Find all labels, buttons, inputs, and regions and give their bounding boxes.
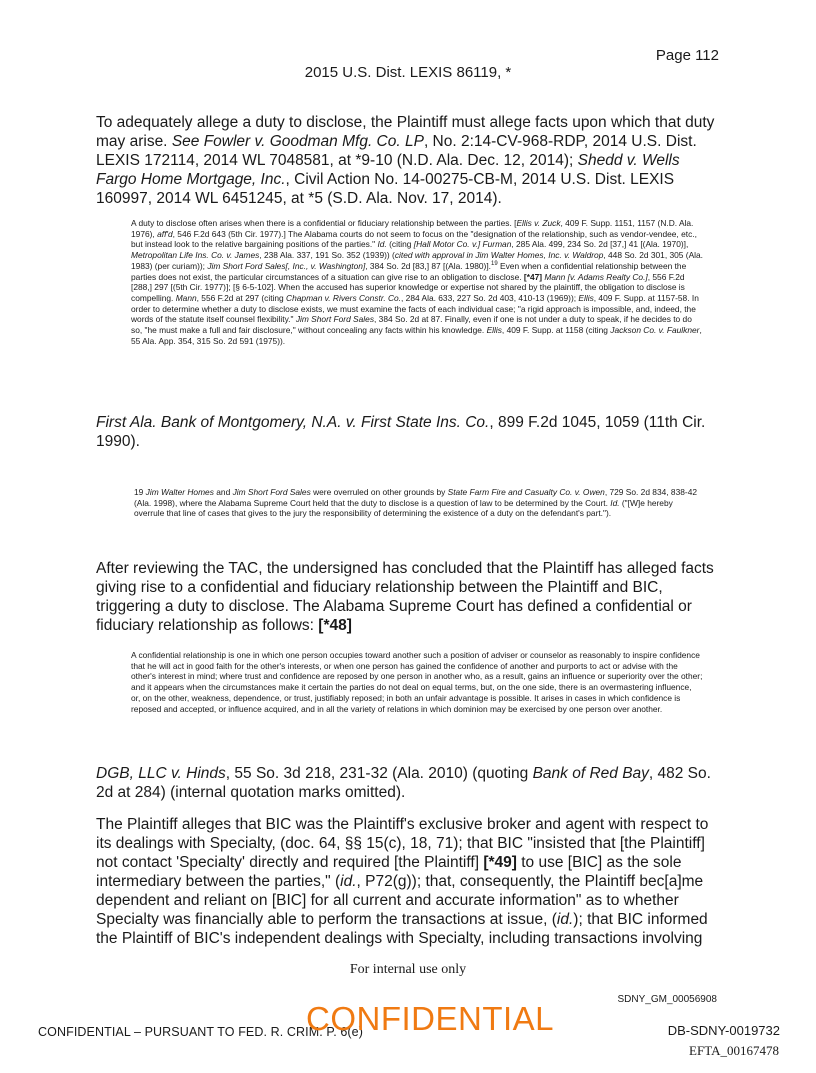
internal-use-notice: For internal use only	[349, 962, 467, 977]
confidential-stamp: CONFIDENTIAL	[306, 1000, 555, 1037]
star-page-ref: [*47]	[523, 271, 543, 282]
citation-first-ala-bank: First Ala. Bank of Montgomery, N.A. v. First State Ins. Co., 899 F.2d 1045, 1059 (11th Cir. 1990).	[96, 414, 706, 450]
paragraph-plaintiff-alleges: The Plaintiff alleges that BIC was the Plaintiff's exclusive broker and agent with respect to its dealings with Specialty, (doc. 64, §§ 15(c), 18, 71); that BIC "insisted that [the Plaintiff] not contact 'Specialty' directly and required [the Plaintiff] [*49] to use [BIC] as the sole intermediary between the parties," (id., P72(g)); that, consequently, the Plaintiff bec[a]me dependent and reliant on [BIC] for all current and accurate information" as to whether Specialty was financially able to perform the transactions at issue, (id.); that BIC informed the Plaintiff of BIC's independent dealings with Specialty, including transactions involving	[96, 816, 709, 947]
star-page-ref: [*48]	[318, 617, 352, 634]
block-quote-first-ala-bank: A duty to disclose often arises when there is a confidential or fiduciary relationship between the parties. [Ellis v. Zuck, 409 F. Supp. 1151, 1157 (N.D. Ala. 1976), aff'd, 546 F.2d 643 (5th Cir. 1977).] The Alabama courts do not seem to focus on the "designation of the relationship, such as vendor-vendee, etc., but instead look to the relative bargaining positions of the parties." Id. (citing [Hall Motor Co. v.] Furman, 285 Ala. 499, 234 So. 2d [37,] 41 [(Ala. 1970)], Metropolitan Life Ins. Co. v. James, 238 Ala. 337, 191 So. 352 (1939)) (cited with approval in Jim Walter Homes, Inc. v. Waldrop, 448 So. 2d 301, 305 (Ala. 1983) (per curiam)); Jim Short Ford Sales[, Inc., v. Washington], 384 So. 2d [83,] 87 [(Ala. 1980)].$^{19}$ Even when a confidential relationship between the parties does not exist, the particular circumstances of a situation can give rise to an obligation to disclose. [*47] Mann [v. Adams Realty Co.], 556 F.2d [288,] 297 [(5th Cir. 1977)]; [§ 6-5-102]. When the accused has superior knowledge or expertise not shared by the plaintiff, the obligation to disclose is compelling. Mann, 556 F.2d at 297 (citing Chapman v. Rivers Constr. Co., 284 Ala. 633, 227 So. 2d 403, 410-13 (1969)); Ellis, 409 F. Supp. at 1157-58. In order to determine whether a duty to disclose exists, we must examine the facts of each individual case; "a rigid approach is impossible, and, indeed, the words of the statute itself counsel flexibility." Jim Short Ford Sales, 384 So. 2d at 87. Finally, even if one is not under a duty to speak, if he decides to do so, "he must make a full and fair disclosure," without concealing any facts within his knowledge. Ellis, 409 F. Supp. at 1158 (citing Jackson Co. v. Faulkner, 55 Ala. App. 354, 315 So. 2d 591 (1975)).	[131, 218, 704, 346]
footnote-marker: 19	[491, 261, 498, 268]
bates-db-sdny: DB-SDNY-0019732	[667, 1023, 780, 1038]
bates-efta: EFTA_00167478	[689, 1043, 779, 1058]
paragraph-duty-to-disclose: To adequately allege a duty to disclose, the Plaintiff must allege facts upon which that duty may arise. See Fowler v. Goodman Mfg. Co. LP, No. 2:14-CV-968-RDP, 2014 U.S. Dist. LEXIS 172114, 2014 WL 7048581, at *9-10 (N.D. Ala. Dec. 12, 2014); Shedd v. Wells Fargo Home Mortgage, Inc., Civil Action No. 14-00275-CB-M, 2014 U.S. Dist. LEXIS 160997, 2014 WL 6451245, at *5 (S.D. Ala. Nov. 17, 2014).	[96, 114, 715, 207]
page-number: Page 112	[655, 47, 719, 64]
star-page-ref: [*49]	[483, 854, 517, 871]
citation-dgb-v-hinds: DGB, LLC v. Hinds, 55 So. 3d 218, 231-32 (Ala. 2010) (quoting Bank of Red Bay, 482 So. 2d at 284) (internal quotation marks omitted).	[96, 765, 711, 801]
block-quote-definition: A confidential relationship is one in which one person occupies toward another such a position of adviser or counselor as reasonably to inspire confidence that he will act in good faith for the other's interests, or when one person has gained the confidence of another and purports to act or advise with the other's interest in mind; where trust and confidence are reposed by one person in another who, as a result, gains an influence or superiority over the other; and it appears when the circumstances make it certain the parties do not deal on equal terms, but, on the one side, there is an overmastering influence, or, on the other, weakness, dependence, or trust, justifiably reposed; in both an unfair advantage is possible. It arises in cases in which confidence is reposed and accepted, or influence acquired, and in all the variety of relations in which dominion may be exercised by one person over another.	[131, 650, 703, 714]
running-header-citation: 2015 U.S. Dist. LEXIS 86119, *	[304, 64, 512, 81]
bates-sdny: SDNY_GM_00056908	[617, 994, 717, 1005]
paragraph-confidential-relationship: After reviewing the TAC, the undersigned has concluded that the Plaintiff has alleged facts giving rise to a confidential and fiduciary relationship between the Plaintiff and BIC, triggering a duty to disclose. The Alabama Supreme Court has defined a confidential or fiduciary relationship as follows: [*48]	[96, 560, 714, 634]
confidential-notice: CONFIDENTIAL – PURSUANT TO FED. R. CRIM. P. 6(e)	[38, 1025, 363, 1039]
footnote-19: 19 Jim Walter Homes and Jim Short Ford Sales were overruled on other grounds by State Farm Fire and Casualty Co. v. Owen, 729 So. 2d 834, 838-42 (Ala. 1998), where the Alabama Supreme Court held that the duty to disclose is a question of law to be determined by the Court. Id. ("[W]e hereby overrule that line of cases that gives to the jury the responsibility of determining the existence of a duty on the defendant's part.").	[134, 487, 698, 519]
